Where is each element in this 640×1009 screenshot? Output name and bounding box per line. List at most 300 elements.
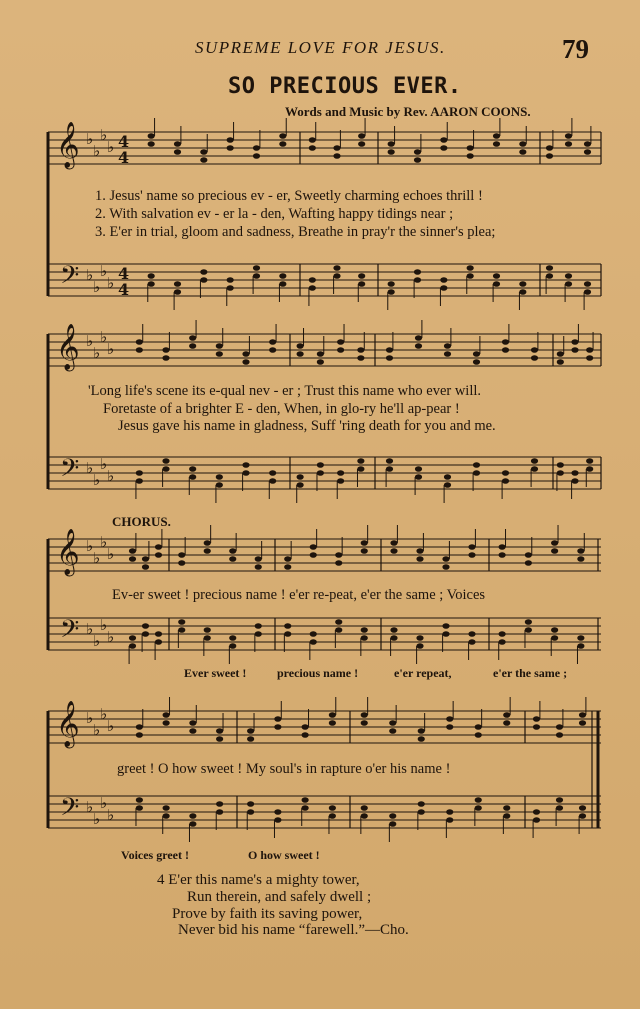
note-head (525, 552, 532, 558)
note-head (468, 544, 475, 550)
note-head (178, 560, 185, 566)
note-head (279, 133, 286, 139)
note-head (310, 639, 317, 645)
note-head (389, 720, 396, 726)
note-head (227, 285, 234, 291)
note-head (269, 347, 276, 353)
note-head (269, 478, 276, 484)
note-head (163, 720, 170, 726)
note-head (468, 639, 475, 645)
note-head (565, 281, 572, 287)
note-head (467, 273, 474, 279)
note-head (247, 809, 254, 815)
note-head (204, 635, 211, 641)
key-flat: ♭ (93, 278, 101, 296)
note-head (473, 462, 480, 468)
note-head (389, 813, 396, 819)
note-head (302, 724, 309, 730)
note-head (565, 133, 572, 139)
note-head (414, 157, 421, 163)
stanza-4-line-3: Prove by faith its saving power, (172, 906, 363, 922)
note-head (189, 466, 196, 472)
note-head (361, 540, 368, 546)
note-head (389, 821, 396, 827)
note-head (335, 619, 342, 625)
note-head (358, 141, 365, 147)
chorus-bass-lyric-6: O how sweet ! (248, 848, 320, 862)
note-head (557, 359, 564, 365)
note-head (163, 712, 170, 718)
key-flat: ♭ (93, 632, 101, 650)
key-flat: ♭ (100, 533, 108, 551)
note-head (229, 548, 236, 554)
note-head (255, 564, 262, 570)
note-head (204, 627, 211, 633)
note-head (415, 474, 422, 480)
note-head (475, 724, 482, 730)
note-head (302, 805, 309, 811)
note-head (229, 635, 236, 641)
note-head (361, 813, 368, 819)
note-head (136, 805, 143, 811)
note-head (525, 627, 532, 633)
key-flat: ♭ (86, 266, 94, 284)
key-flat: ♭ (107, 717, 115, 735)
verse-1-line-b: 'Long life's scene its e-qual nev - er ; Trust this name who ever will. (88, 383, 482, 399)
note-head (279, 281, 286, 287)
note-head (388, 281, 395, 287)
key-flat: ♭ (107, 138, 115, 156)
note-head (247, 801, 254, 807)
note-head (446, 817, 453, 823)
note-head (361, 712, 368, 718)
note-head (333, 145, 340, 151)
note-head (551, 635, 558, 641)
note-head (446, 716, 453, 722)
note-head (162, 347, 169, 353)
note-head (414, 277, 421, 283)
note-head (531, 347, 538, 353)
note-head (335, 627, 342, 633)
note-head (329, 805, 336, 811)
note-head (274, 809, 281, 815)
note-head (136, 478, 143, 484)
note-head (357, 466, 364, 472)
note-head (442, 631, 449, 637)
note-head (284, 556, 291, 562)
note-head (440, 137, 447, 143)
key-flat: ♭ (100, 616, 108, 634)
note-head (503, 805, 510, 811)
note-head (546, 153, 553, 159)
note-head (416, 548, 423, 554)
key-flat: ♭ (93, 810, 101, 828)
note-head (418, 801, 425, 807)
note-head (577, 635, 584, 641)
note-head (274, 817, 281, 823)
note-head (440, 285, 447, 291)
note-head (493, 141, 500, 147)
note-head (155, 544, 162, 550)
note-head (467, 153, 474, 159)
note-head (242, 359, 249, 365)
note-head (333, 273, 340, 279)
key-flat: ♭ (107, 628, 115, 646)
chorus-bass-lyric-2: precious name ! (277, 666, 359, 680)
note-head (337, 339, 344, 345)
note-head (533, 809, 540, 815)
note-head (269, 470, 276, 476)
note-head (361, 627, 368, 633)
note-head (499, 631, 506, 637)
note-head (418, 728, 425, 734)
note-head (227, 145, 234, 151)
note-head (475, 805, 482, 811)
key-flat: ♭ (86, 798, 94, 816)
note-head (565, 141, 572, 147)
note-head (136, 724, 143, 730)
chorus-bass-lyric-4: e'er the same ; (493, 666, 568, 680)
note-head (361, 720, 368, 726)
note-head (310, 552, 317, 558)
note-head (503, 712, 510, 718)
note-head (148, 281, 155, 287)
key-flat: ♭ (93, 549, 101, 567)
note-head (297, 474, 304, 480)
note-head (357, 347, 364, 353)
key-flat: ♭ (93, 721, 101, 739)
note-head (519, 141, 526, 147)
chorus-bass-lyric-3: e'er repeat, (394, 666, 452, 680)
verse-3-line-a: 3. E'er in trial, gloom and sadness, Breathe in pray'r the sinner's plea; (95, 224, 496, 240)
note-head (416, 643, 423, 649)
note-head (546, 265, 553, 271)
note-head (189, 343, 196, 349)
note-head (440, 145, 447, 151)
note-head (499, 544, 506, 550)
note-head (227, 277, 234, 283)
note-head (519, 289, 526, 295)
note-head (129, 548, 136, 554)
note-head (174, 281, 181, 287)
note-head (189, 720, 196, 726)
note-head (502, 347, 509, 353)
note-head (502, 470, 509, 476)
note-head (442, 564, 449, 570)
key-flat: ♭ (107, 806, 115, 824)
key-flat: ♭ (100, 262, 108, 280)
key-flat: ♭ (93, 142, 101, 160)
note-head (302, 797, 309, 803)
note-head (216, 728, 223, 734)
note-head (416, 556, 423, 562)
note-head (309, 285, 316, 291)
note-head (253, 265, 260, 271)
note-head (468, 631, 475, 637)
note-head (502, 478, 509, 484)
note-head (358, 273, 365, 279)
note-head (216, 482, 223, 488)
note-head (216, 343, 223, 349)
note-head (389, 728, 396, 734)
note-head (335, 560, 342, 566)
time-sig-top: 4 (118, 132, 130, 151)
note-head (317, 462, 324, 468)
key-flat: ♭ (86, 620, 94, 638)
note-head (317, 351, 324, 357)
note-head (577, 556, 584, 562)
note-head (317, 470, 324, 476)
note-head (416, 635, 423, 641)
note-head (178, 552, 185, 558)
note-head (519, 149, 526, 155)
note-head (444, 474, 451, 480)
note-head (388, 141, 395, 147)
note-head (142, 631, 149, 637)
note-head (242, 462, 249, 468)
note-head (533, 817, 540, 823)
note-head (414, 149, 421, 155)
time-sig-bottom: 4 (118, 148, 130, 167)
note-head (136, 732, 143, 738)
note-head (279, 273, 286, 279)
note-head (200, 149, 207, 155)
note-head (388, 289, 395, 295)
note-head (200, 277, 207, 283)
note-head (473, 359, 480, 365)
note-head (557, 470, 564, 476)
note-head (556, 805, 563, 811)
note-head (174, 289, 181, 295)
time-sig-top: 4 (118, 264, 130, 283)
note-head (216, 801, 223, 807)
note-head (361, 548, 368, 554)
note-head (357, 355, 364, 361)
note-head (337, 478, 344, 484)
note-head (358, 281, 365, 287)
note-head (148, 141, 155, 147)
note-head (163, 813, 170, 819)
hymn-title: SO PRECIOUS EVER. (228, 74, 462, 99)
key-flat: ♭ (100, 328, 108, 346)
note-head (255, 556, 262, 562)
note-head (571, 470, 578, 476)
note-head (468, 552, 475, 558)
bass-clef: 𝄢 (60, 261, 80, 296)
note-head (586, 466, 593, 472)
note-head (579, 805, 586, 811)
note-head (571, 347, 578, 353)
note-head (386, 466, 393, 472)
note-head (444, 351, 451, 357)
note-head (189, 474, 196, 480)
note-head (415, 466, 422, 472)
note-head (162, 466, 169, 472)
key-flat: ♭ (86, 537, 94, 555)
note-head (178, 627, 185, 633)
note-head (390, 540, 397, 546)
note-head (519, 281, 526, 287)
note-head (253, 145, 260, 151)
stanza-4-line-2: Run therein, and safely dwell ; (187, 889, 372, 905)
note-head (414, 269, 421, 275)
note-head (499, 639, 506, 645)
note-head (440, 277, 447, 283)
note-head (229, 643, 236, 649)
note-head (446, 724, 453, 730)
note-head (148, 273, 155, 279)
note-head (556, 732, 563, 738)
key-flat: ♭ (107, 274, 115, 292)
note-head (284, 631, 291, 637)
treble-clef: 𝄞 (56, 529, 80, 575)
note-head (216, 809, 223, 815)
note-head (274, 724, 281, 730)
note-head (333, 265, 340, 271)
bass-clef: 𝄢 (60, 615, 80, 650)
note-head (178, 619, 185, 625)
key-flat: ♭ (93, 471, 101, 489)
note-head (503, 813, 510, 819)
verse-1-line-a: 1. Jesus' name so precious ev - er, Sweetly charming echoes thrill ! (95, 188, 483, 204)
note-head (335, 552, 342, 558)
note-head (503, 720, 510, 726)
bass-clef: 𝄢 (60, 793, 80, 828)
note-head (142, 556, 149, 562)
note-head (442, 623, 449, 629)
note-head (571, 478, 578, 484)
note-head (502, 339, 509, 345)
running-title: SUPREME LOVE FOR JESUS. (195, 38, 446, 57)
note-head (571, 339, 578, 345)
note-head (565, 273, 572, 279)
treble-clef: 𝄞 (56, 324, 80, 370)
note-head (284, 623, 291, 629)
note-head (297, 351, 304, 357)
key-flat: ♭ (100, 794, 108, 812)
note-head (274, 716, 281, 722)
note-head (418, 809, 425, 815)
verse-3-line-b: Jesus gave his name in gladness, Suff 'ring death for you and me. (118, 418, 496, 434)
note-head (557, 351, 564, 357)
note-head (531, 466, 538, 472)
note-head (142, 564, 149, 570)
note-head (446, 809, 453, 815)
note-head (317, 359, 324, 365)
note-head (584, 149, 591, 155)
note-head (337, 347, 344, 353)
note-head (386, 355, 393, 361)
note-head (333, 153, 340, 159)
note-head (329, 813, 336, 819)
note-head (473, 351, 480, 357)
note-head (467, 265, 474, 271)
note-head (284, 564, 291, 570)
note-head (189, 728, 196, 734)
note-head (442, 556, 449, 562)
note-head (204, 548, 211, 554)
note-head (310, 544, 317, 550)
note-head (255, 623, 262, 629)
note-head (584, 281, 591, 287)
bass-clef: 𝄢 (60, 454, 80, 489)
note-head (279, 141, 286, 147)
note-head (418, 736, 425, 742)
key-flat: ♭ (86, 709, 94, 727)
note-head (189, 813, 196, 819)
note-head (390, 635, 397, 641)
treble-clef: 𝄞 (56, 701, 80, 747)
note-head (586, 458, 593, 464)
note-head (247, 736, 254, 742)
note-head (174, 149, 181, 155)
note-head (136, 347, 143, 353)
note-head (579, 720, 586, 726)
note-head (242, 351, 249, 357)
chorus-bass-lyric-5: Voices greet ! (121, 848, 189, 862)
note-head (533, 716, 540, 722)
key-flat: ♭ (93, 344, 101, 362)
key-flat: ♭ (100, 455, 108, 473)
note-head (216, 736, 223, 742)
note-head (200, 157, 207, 163)
key-flat: ♭ (86, 130, 94, 148)
note-head (269, 339, 276, 345)
chorus-lyric-2: greet ! O how sweet ! My soul's in rapture o'er his name ! (117, 761, 451, 777)
note-head (309, 137, 316, 143)
note-head (473, 470, 480, 476)
note-head (358, 133, 365, 139)
key-flat: ♭ (107, 545, 115, 563)
key-flat: ♭ (86, 332, 94, 350)
note-head (174, 141, 181, 147)
note-head (361, 805, 368, 811)
note-head (579, 813, 586, 819)
note-head (386, 458, 393, 464)
note-head (533, 724, 540, 730)
note-head (493, 133, 500, 139)
note-head (253, 273, 260, 279)
note-head (297, 343, 304, 349)
note-head (148, 133, 155, 139)
note-head (493, 281, 500, 287)
note-head (551, 627, 558, 633)
stanza-4-line-4: Never bid his name “farewell.”—Cho. (178, 922, 409, 938)
note-head (255, 631, 262, 637)
note-head (577, 548, 584, 554)
note-head (586, 347, 593, 353)
note-head (557, 462, 564, 468)
note-head (390, 548, 397, 554)
key-flat: ♭ (107, 467, 115, 485)
note-head (163, 805, 170, 811)
note-head (357, 458, 364, 464)
note-head (297, 482, 304, 488)
note-head (444, 482, 451, 488)
note-head (493, 273, 500, 279)
note-head (227, 137, 234, 143)
note-head (162, 355, 169, 361)
note-head (475, 797, 482, 803)
chorus-bass-lyric-1: Ever sweet ! (184, 666, 247, 680)
key-flat: ♭ (86, 459, 94, 477)
note-head (189, 335, 196, 341)
note-head (204, 540, 211, 546)
note-head (337, 470, 344, 476)
page-number: 79 (562, 34, 589, 64)
note-head (162, 458, 169, 464)
note-head (388, 149, 395, 155)
